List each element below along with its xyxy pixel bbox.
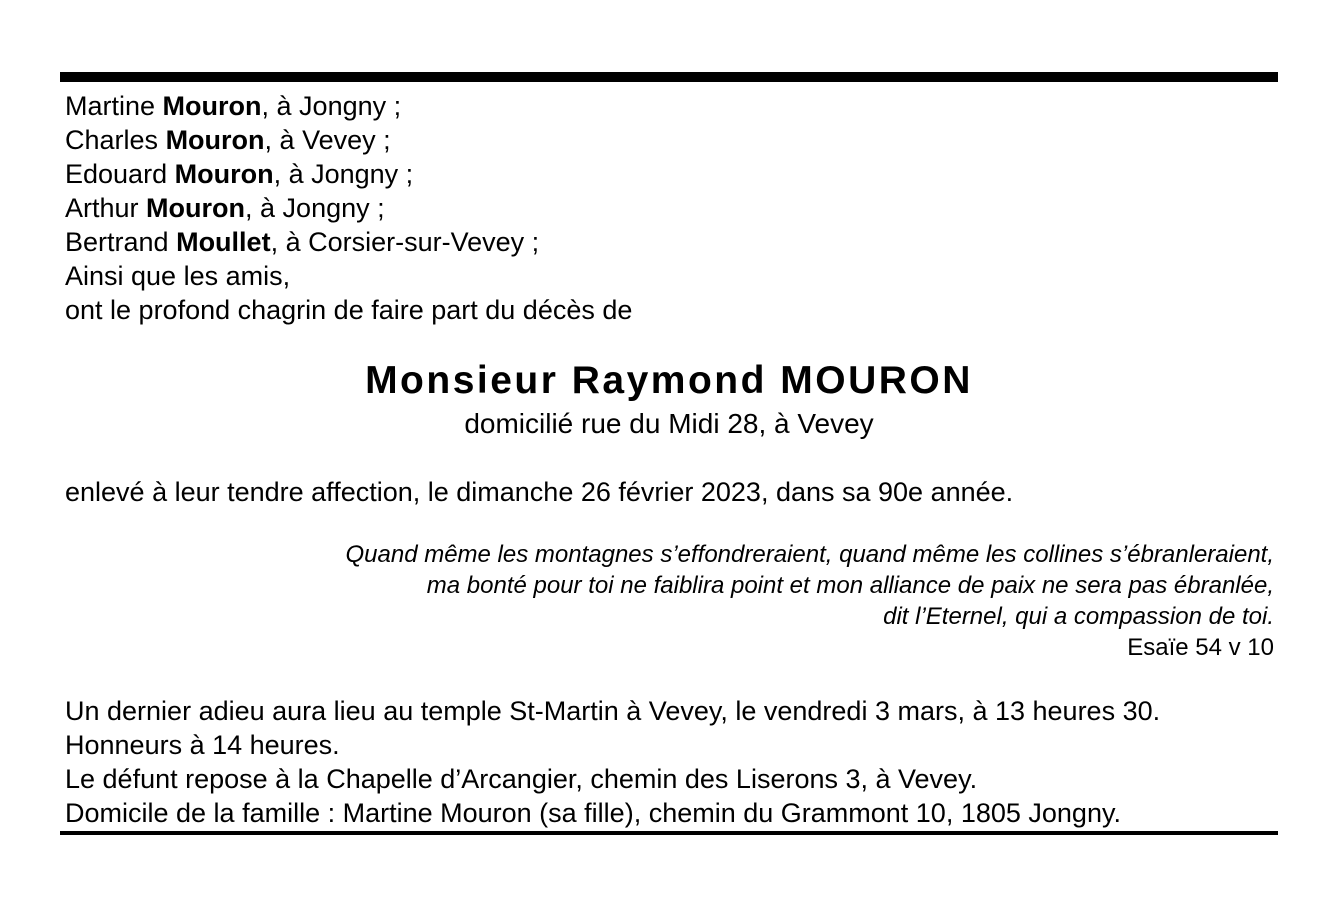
mourner-first-name: Bertrand (65, 227, 169, 257)
deceased-name: Monsieur Raymond MOURON (365, 359, 973, 402)
friends-line: Ainsi que les amis, (65, 261, 291, 291)
death-notice (60, 72, 1278, 836)
verse-line: dit l’Eternel, qui a compassion de toi. (883, 603, 1274, 630)
mourners-list (65, 89, 632, 327)
verse-reference: Esaïe 54 v 10 (1127, 634, 1274, 661)
mourner-last-name: Mouron (174, 159, 274, 189)
mourner-first-name: Edouard (65, 159, 168, 189)
ceremony-line: Le défunt repose à la Chapelle d’Arcangier, chemin des Liserons 3, à Vevey. (65, 764, 978, 794)
mourner-location: , à Jongny ; (261, 91, 402, 121)
verse-line: ma bonté pour toi ne faiblira point et mon alliance de paix ne sera pas ébranlée, (426, 572, 1274, 599)
mourner-line (65, 123, 632, 157)
mourner-line (65, 191, 632, 225)
deceased-address: domicilié rue du Midi 28, à Vevey (464, 408, 874, 439)
bottom-rule (60, 831, 1278, 835)
mourner-last-name: Moullet (176, 227, 271, 257)
ceremony-line: Un dernier adieu aura lieu au temple St-Martin à Vevey, le vendredi 3 mars, à 13 heures 30. (65, 696, 1161, 726)
mourner-last-name: Mouron (165, 125, 265, 155)
verse-line: Quand même les montagnes s’effondreraient, quand même les collines s’ébranleraient, (345, 541, 1274, 568)
mourner-last-name: Mouron (162, 91, 262, 121)
bible-verse (345, 539, 1274, 663)
top-rule (60, 72, 1278, 82)
mourner-first-name: Arthur (65, 193, 139, 223)
death-line: enlevé à leur tendre affection, le dimanche 26 février 2023, dans sa 90e année. (65, 477, 1014, 507)
mourner-last-name: Mouron (146, 193, 246, 223)
mourner-first-name: Martine (65, 91, 156, 121)
mourner-line (65, 157, 632, 191)
mourner-location: , à Vevey ; (264, 125, 391, 155)
ceremony-line: Honneurs à 14 heures. (65, 730, 340, 760)
mourner-line (65, 225, 632, 259)
mourner-first-name: Charles (65, 125, 159, 155)
mourner-line (65, 89, 632, 123)
mourner-location: , à Jongny ; (273, 159, 414, 189)
ceremony-details (65, 694, 1160, 830)
mourner-location: , à Corsier-sur-Vevey ; (270, 227, 540, 257)
announce-line: ont le profond chagrin de faire part du décès de (65, 295, 633, 325)
ceremony-line: Domicile de la famille : Martine Mouron (sa fille), chemin du Grammont 10, 1805 Jongny. (65, 798, 1121, 828)
mourner-location: , à Jongny ; (245, 193, 385, 223)
